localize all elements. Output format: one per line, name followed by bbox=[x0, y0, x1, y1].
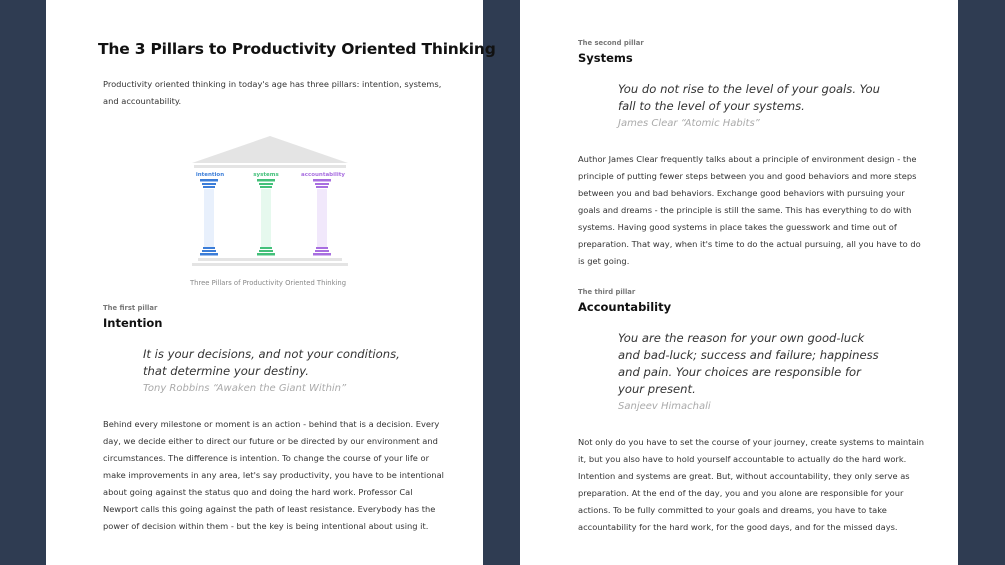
pillar-systems bbox=[253, 172, 279, 256]
pillar-label: accountability bbox=[301, 172, 345, 178]
text-line: Not only do you have to set the course of your journey, create systems to maintain bbox=[578, 437, 925, 447]
text-line: principle of putting fewer steps between you and good behaviors and more steps bbox=[578, 171, 917, 181]
text-line: preparation. That way, when it's time to do the actual pursuing, all you have to do bbox=[578, 239, 921, 249]
text-line: actions. To be fully committed to your goals and dreams, you have to take bbox=[578, 505, 887, 515]
pillars-diagram bbox=[190, 134, 350, 268]
text-line: is get going. bbox=[578, 256, 630, 266]
right-page bbox=[520, 0, 958, 565]
text-line: Behind every milestone or moment is an action - behind that is a decision. Every bbox=[103, 419, 440, 429]
text-line: between you and bad behaviors. Exchange good behaviors with pursuing your bbox=[578, 188, 905, 198]
pillar-accountability bbox=[301, 172, 345, 256]
quote-attribution: Sanjeev Himachali bbox=[618, 401, 711, 412]
architrave bbox=[194, 165, 346, 168]
text-line: systems. Having good systems in place takes the guesswork and time out of bbox=[578, 222, 897, 232]
quote-line: and pain. Your choices are responsible for bbox=[618, 365, 861, 379]
section-heading: Intention bbox=[103, 316, 163, 330]
text-line: power of decision within them - but the key is being intentional about using it. bbox=[103, 521, 429, 531]
roof bbox=[192, 136, 348, 163]
text-line: Author James Clear frequently talks about a principle of environment design - the bbox=[578, 154, 917, 164]
text-line: goals and dreams - the principle is still the same. This has everything to do with bbox=[578, 205, 912, 215]
quote-line: It is your decisions, and not your conditions, bbox=[143, 347, 400, 361]
section-heading: Accountability bbox=[578, 300, 672, 314]
text-line: it, but you also have to hold yourself accountable to actually do the hard work. bbox=[578, 454, 907, 464]
left-page bbox=[46, 0, 496, 565]
text-line: day, we decide either to direct our future or be directed by our environment and bbox=[103, 436, 438, 446]
section-kicker: The second pillar bbox=[578, 39, 644, 47]
quote bbox=[618, 81, 880, 132]
text-line: make improvements in any area, let's say productivity, you have to be intentional bbox=[103, 470, 444, 480]
section-kicker: The first pillar bbox=[103, 304, 158, 312]
quote bbox=[143, 346, 400, 397]
pillar-label: intention bbox=[195, 172, 225, 178]
base-step bbox=[198, 258, 342, 261]
base bbox=[192, 263, 348, 266]
figure-caption: Three Pillars of Productivity Oriented Thinking bbox=[190, 279, 347, 287]
quote-attribution: James Clear “Atomic Habits” bbox=[618, 118, 760, 129]
pillar-intention bbox=[196, 172, 224, 256]
text-line: Newport calls this going against the path of least resistance. Everybody has the bbox=[103, 504, 436, 514]
intro-paragraph bbox=[103, 76, 441, 110]
section-body bbox=[103, 416, 444, 535]
section-kicker: The third pillar bbox=[578, 288, 636, 296]
quote-line: your present. bbox=[618, 382, 696, 396]
text-line: about going against the status quo and doing the hard work. Professor Cal bbox=[103, 487, 413, 497]
quote-line: You are the reason for your own good-luck bbox=[618, 331, 865, 345]
text-line: Productivity oriented thinking in today's age has three pillars: intention, systems, bbox=[103, 79, 442, 89]
quote bbox=[618, 330, 879, 415]
quote-line: and bad-luck; success and failure; happiness bbox=[618, 348, 879, 362]
text-line: accountability for the hard work, for the good days, and for the missed days. bbox=[578, 522, 898, 532]
section-body bbox=[578, 151, 921, 270]
quote-line: that determine your destiny. bbox=[143, 364, 309, 378]
text-line: and accountability. bbox=[103, 96, 182, 106]
pillar-label: systems bbox=[253, 172, 279, 178]
section-body bbox=[578, 434, 924, 536]
quote-line: fall to the level of your systems. bbox=[618, 99, 805, 113]
page-title: The 3 Pillars to Productivity Oriented Thinking bbox=[98, 40, 496, 58]
text-line: preparation. At the end of the day, you and you alone are responsible for your bbox=[578, 488, 904, 498]
section-heading: Systems bbox=[578, 51, 633, 65]
text-line: circumstances. The difference is intention. To change the course of your life or bbox=[103, 453, 430, 463]
quote-attribution: Tony Robbins “Awaken the Giant Within” bbox=[143, 383, 347, 394]
text-line: Intention and systems are great. But, without accountability, they only serve as bbox=[578, 471, 910, 481]
quote-line: You do not rise to the level of your goals. You bbox=[618, 82, 880, 96]
